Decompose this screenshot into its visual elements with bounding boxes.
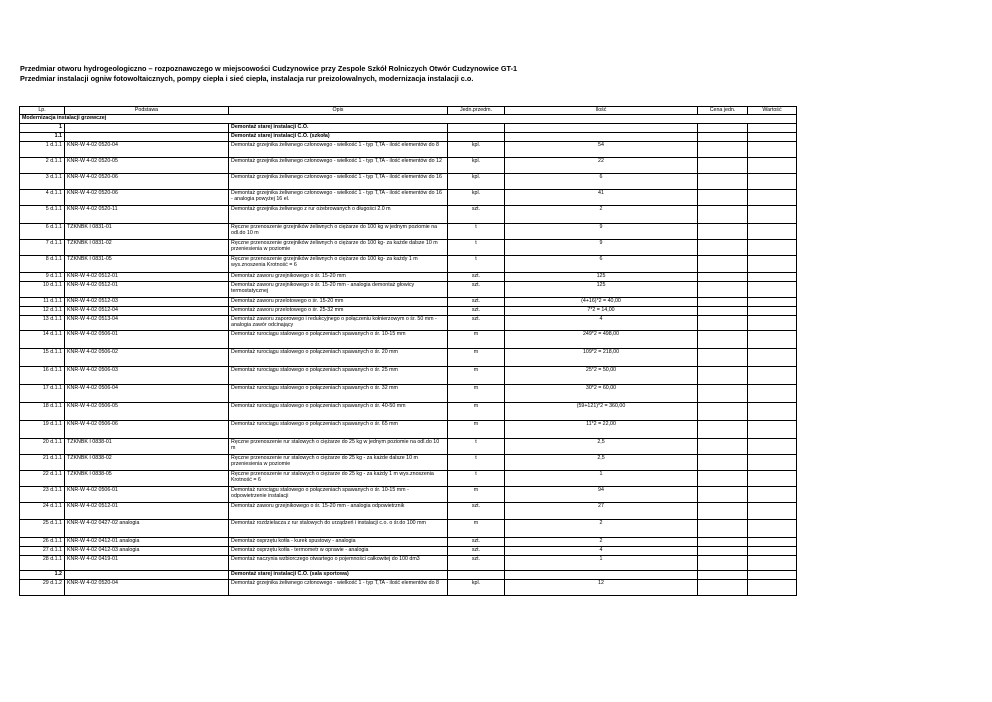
unit-price-cell [698,503,748,520]
table-row [20,307,797,316]
basis-cell: KNR-W 4-02 0512-01 [65,503,229,520]
table-row [20,455,797,471]
row-number-cell: 17 d.1.1 [20,385,65,403]
unit-cell: m [448,367,505,385]
column-header-quantity: Ilość [505,107,698,115]
description-cell: Demontaż rurociągu stalowego o połączeniach spawanych o śr. 40-50 mm [229,403,448,421]
row-number-cell: 24 d.1.1 [20,503,65,520]
row-number-cell: 15 d.1.1 [20,349,65,367]
unit-price-cell [698,174,748,190]
basis-cell: KNR-W 4-02 0520-06 [65,174,229,190]
value-cell [748,190,797,206]
description-cell: Demontaż rurociągu stalowego o połączeniach spawanych o śr. 25 mm [229,367,448,385]
basis-cell: KNR-W 4-02 0512-04 [65,307,229,316]
value-cell [748,307,797,316]
quantity-cell: 2 [505,520,698,538]
basis-cell [65,124,229,133]
unit-price-cell [698,158,748,174]
table-row [20,503,797,520]
description-cell: Ręczne przenoszenie rur stalowych o ciężarze do 25 kg - za każdy 1 m wys.znoszenia Krotność = 6 [229,471,448,487]
unit-cell: szt. [448,273,505,282]
value-cell [748,273,797,282]
quantity-cell [505,124,698,133]
value-cell [748,174,797,190]
description-cell: Demontaż starej instalacji C.O. [229,124,448,133]
quantity-cell [505,571,698,580]
row-number-cell: 16 d.1.1 [20,367,65,385]
column-header-description: Opis [229,107,448,115]
basis-cell: KNR-W 4-02 0513-04 [65,316,229,331]
section-row [20,124,797,133]
basis-cell [65,133,229,142]
row-number-cell: 8 d.1.1 [20,256,65,273]
value-cell [748,421,797,439]
row-number-cell: 1.1 [20,133,65,142]
table-row [20,403,797,421]
unit-price-cell [698,556,748,571]
unit-cell: t [448,471,505,487]
table-row [20,385,797,403]
quantity-cell: (59+121)*2 = 360,00 [505,403,698,421]
value-cell [748,331,797,349]
unit-cell: szt. [448,547,505,556]
row-number-cell: 28 d.1.1 [20,556,65,571]
row-number-cell: 11 d.1.1 [20,298,65,307]
unit-price-cell [698,580,748,596]
value-cell [748,316,797,331]
row-number-cell: 25 d.1.1 [20,520,65,538]
table-row [20,240,797,256]
basis-cell: KNR-W 4-02 0512-01 [65,282,229,298]
description-cell: Demontaż naczynia wzbiorczego otwartego o pojemności całkowitej do 100 dm3 [229,556,448,571]
unit-cell: t [448,224,505,240]
row-number-cell: 10 d.1.1 [20,282,65,298]
row-number-cell: 26 d.1.1 [20,538,65,547]
unit-price-cell [698,190,748,206]
value-cell [748,298,797,307]
basis-cell: TZKNBK I 0838-02 [65,455,229,471]
table-row [20,282,797,298]
unit-cell [448,124,505,133]
quantity-cell: 27 [505,503,698,520]
unit-cell: t [448,455,505,471]
unit-price-cell [698,142,748,158]
unit-cell: t [448,439,505,455]
value-cell [748,124,797,133]
column-header-basis: Podstawa [65,107,229,115]
unit-cell: szt. [448,556,505,571]
unit-cell: szt. [448,503,505,520]
table-row [20,439,797,455]
value-cell [748,349,797,367]
basis-cell: KNR-W 4-02 0520-05 [65,158,229,174]
unit-cell: kpl. [448,142,505,158]
unit-price-cell [698,471,748,487]
description-cell: Ręczne przenoszenie grzejników żeliwnych o ciężarze do 100 kg- za każde dalsze 10 m przeniesienia w poziomie [229,240,448,256]
unit-price-cell [698,439,748,455]
unit-cell: szt. [448,307,505,316]
section-row [20,133,797,142]
description-cell: Demontaż rurociągu stalowego o połączeniach spawanych o śr. 32 mm [229,385,448,403]
description-cell: Demontaż rurociągu stalowego o połączeniach spawanych o śr. 20 mm [229,349,448,367]
description-cell: Demontaż starej instalacji C.O. (szkoła) [229,133,448,142]
table-row [20,538,797,547]
value-cell [748,385,797,403]
description-cell: Demontaż zaworu przelotowego o śr. 25-32 mm [229,307,448,316]
quantity-cell: 11*2 = 22,00 [505,421,698,439]
unit-cell: t [448,240,505,256]
table-row [20,174,797,190]
row-number-cell: 7 d.1.1 [20,240,65,256]
table-row [20,471,797,487]
quantity-cell: 12 [505,580,698,596]
quantity-cell: 6 [505,174,698,190]
value-cell [748,158,797,174]
unit-cell: m [448,385,505,403]
description-cell: Demontaż grzejnika żeliwnego członowego - wielkość 1 - typ T,TA - ilość elementów do 8 [229,142,448,158]
basis-cell: KNR-W 4-02 0520-04 [65,580,229,596]
value-cell [748,403,797,421]
unit-price-cell [698,298,748,307]
quantity-cell: 2 [505,206,698,224]
group-title: Modernizacja instalacji grzewczej [20,115,797,124]
quantity-cell: (4+16)*2 = 40,00 [505,298,698,307]
section-row [20,571,797,580]
quantity-cell: 125 [505,273,698,282]
description-cell: Demontaż zaworu przelotowego o śr. 15-20 mm [229,298,448,307]
row-number-cell: 21 d.1.1 [20,455,65,471]
description-cell: Demontaż osprzętu kotła - termometr w oprawie - analogia [229,547,448,556]
table-row [20,298,797,307]
quantity-cell: 4 [505,316,698,331]
table-row [20,487,797,503]
value-cell [748,580,797,596]
quantity-cell: 249*2 = 498,00 [505,331,698,349]
row-number-cell: 22 d.1.1 [20,471,65,487]
basis-cell: KNR-W 4-02 0512-01 [65,273,229,282]
unit-price-cell [698,331,748,349]
quantity-cell: 125 [505,282,698,298]
value-cell [748,256,797,273]
description-cell: Demontaż grzejnika żeliwnego członowego - wielkość 1 - typ T,TA - ilość elementów do 12 [229,158,448,174]
unit-price-cell [698,403,748,421]
table-row [20,158,797,174]
value-cell [748,142,797,158]
basis-cell: TZKNBK I 0831-01 [65,224,229,240]
description-cell: Ręczne przenoszenie rur stalowych o ciężarze do 25 kg - za każde dalsze 10 m przeniesienia w poziomie [229,455,448,471]
quantity-cell: 7*2 = 14,00 [505,307,698,316]
row-number-cell: 23 d.1.1 [20,487,65,503]
unit-cell: szt. [448,538,505,547]
basis-cell: KNR-W 4-02 0506-04 [65,385,229,403]
unit-cell: m [448,349,505,367]
table-row [20,316,797,331]
description-cell: Demontaż rurociągu stalowego o połączeniach spawanych o śr. 65 mm [229,421,448,439]
unit-cell: m [448,421,505,439]
basis-cell: KNR-W 4-02 0506-01 [65,487,229,503]
description-cell: Demontaż zaworu zaporowego i redukcyjnego o połączeniu kołnierzowym o śr. 50 mm - analogia zawór odcinający [229,316,448,331]
quantity-cell: 2,5 [505,455,698,471]
basis-cell: KNR-W 4-02 0520-04 [65,142,229,158]
row-number-cell: 5 d.1.1 [20,206,65,224]
table-row [20,547,797,556]
table-row [20,349,797,367]
row-number-cell: 1 d.1.1 [20,142,65,158]
unit-price-cell [698,240,748,256]
table-row [20,190,797,206]
column-header-unit-price: Cena jedn. [698,107,748,115]
document-title: Przedmiar otworu hydrogeologiczno – rozpoznawczego w miejscowości Cudzynowice przy Zespole Szkół Rolniczych Otwór Cudzynowice GT-1 [20,64,518,73]
unit-price-cell [698,124,748,133]
unit-cell: m [448,487,505,503]
quantity-cell: 2,5 [505,439,698,455]
basis-cell: KNR-W 4-02 0506-01 [65,331,229,349]
table-row [20,556,797,571]
value-cell [748,133,797,142]
quantity-cell: 1 [505,471,698,487]
quantity-cell: 30*2 = 60,00 [505,385,698,403]
row-number-cell: 14 d.1.1 [20,331,65,349]
row-number-cell: 6 d.1.1 [20,224,65,240]
value-cell [748,282,797,298]
basis-cell [65,571,229,580]
description-cell: Demontaż grzejnika żeliwnego członowego - wielkość 1 - typ T,TA - ilość elementów do 16 [229,174,448,190]
unit-cell [448,133,505,142]
description-cell: Demontaż osprzętu kotła - kurek spustowy - analogia [229,538,448,547]
document-subtitle: Przedmiar instalacji ogniw fotowoltaicznych, pompy ciepła i sieć ciepła, instalacja rur preizolowalnych, modernizacja instalacji c.o. [20,74,474,83]
description-cell: Ręczne przenoszenie grzejników żeliwnych o ciężarze do 100 kg w jednym poziomie na odl.do 10 m [229,224,448,240]
quantity-cell: 4 [505,547,698,556]
description-cell: Demontaż rurociągu stalowego o połączeniach spawanych o śr. 10-15 mm [229,331,448,349]
row-number-cell: 4 d.1.1 [20,190,65,206]
value-cell [748,224,797,240]
table-row [20,142,797,158]
description-cell: Ręczne przenoszenie rur stalowych o ciężarze do 25 kg w jednym poziomie na odl.do 10 m [229,439,448,455]
unit-price-cell [698,547,748,556]
unit-price-cell [698,455,748,471]
value-cell [748,206,797,224]
row-number-cell: 9 d.1.1 [20,273,65,282]
basis-cell: KNR-W 4-02 0520-11 [65,206,229,224]
unit-cell: kpl. [448,190,505,206]
description-cell: Demontaż rozdzielacza z rur stalowych do urządzeń i instalacji c.o. o śr.do 100 mm [229,520,448,538]
value-cell [748,520,797,538]
quantity-cell: 94 [505,487,698,503]
quantity-cell: 41 [505,190,698,206]
row-number-cell: 18 d.1.1 [20,403,65,421]
quantity-cell: 22 [505,158,698,174]
description-cell: Demontaż zaworu grzejnikowego o śr. 15-20 mm [229,273,448,282]
table-row [20,331,797,349]
unit-cell: kpl. [448,174,505,190]
table-row [20,224,797,240]
row-number-cell: 1.2 [20,571,65,580]
unit-cell: kpl. [448,580,505,596]
unit-price-cell [698,133,748,142]
unit-price-cell [698,538,748,547]
value-cell [748,471,797,487]
quantity-cell: 2 [505,538,698,547]
basis-cell: TZKNBK I 0838-05 [65,471,229,487]
unit-price-cell [698,367,748,385]
unit-price-cell [698,282,748,298]
basis-cell: KNR-W 4-02 0419-01 [65,556,229,571]
unit-cell: t [448,256,505,273]
column-header-value: Wartość [748,107,797,115]
table-row [20,367,797,385]
table-row [20,256,797,273]
unit-price-cell [698,571,748,580]
unit-price-cell [698,316,748,331]
basis-cell: KNR-W 4-02 0506-05 [65,403,229,421]
unit-price-cell [698,385,748,403]
value-cell [748,367,797,385]
basis-cell: KNR-W 4-02 0512-03 [65,298,229,307]
description-cell: Demontaż zaworu grzejnikowego o śr. 15-20 mm - analogia odpowietrznik [229,503,448,520]
unit-price-cell [698,487,748,503]
value-cell [748,556,797,571]
row-number-cell: 19 d.1.1 [20,421,65,439]
basis-cell: KNR-W 4-02 0506-03 [65,367,229,385]
quantity-cell: 109*2 = 218,00 [505,349,698,367]
table-header-row [20,107,797,115]
unit-price-cell [698,520,748,538]
unit-price-cell [698,307,748,316]
unit-cell: szt. [448,206,505,224]
basis-cell: KNR-W 4-02 0506-06 [65,421,229,439]
value-cell [748,547,797,556]
table-row [20,520,797,538]
description-cell: Ręczne przenoszenie grzejników żeliwnych o ciężarze do 100 kg- za każdy 1 m wys.znoszenia Krotność = 6 [229,256,448,273]
unit-price-cell [698,421,748,439]
quantity-cell: 9 [505,240,698,256]
quantity-cell [505,133,698,142]
value-cell [748,455,797,471]
unit-price-cell [698,206,748,224]
unit-cell: m [448,403,505,421]
value-cell [748,503,797,520]
unit-cell: m [448,331,505,349]
unit-cell: szt. [448,282,505,298]
basis-cell: KNR-W 4-02 0427-02 analogia [65,520,229,538]
unit-price-cell [698,256,748,273]
description-cell: Demontaż grzejnika żeliwnego członowego - wielkość 1 - typ T,TA - ilość elementów do 8 [229,580,448,596]
row-number-cell: 27 d.1.1 [20,547,65,556]
quantity-cell: 6 [505,256,698,273]
column-header-unit: Jedn.przedm. [448,107,505,115]
basis-cell: TZKNBK I 0831-05 [65,256,229,273]
quantity-cell: 1 [505,556,698,571]
basis-cell: KNR-W 4-02 0412-01 analogia [65,538,229,547]
table-row [20,421,797,439]
row-number-cell: 1 [20,124,65,133]
basis-cell: KNR-W 4-02 0412-03 analogia [65,547,229,556]
group-row [20,115,797,124]
quantity-cell: 25*2 = 50,00 [505,367,698,385]
row-number-cell: 3 d.1.1 [20,174,65,190]
basis-cell: TZKNBK I 0831-02 [65,240,229,256]
row-number-cell: 29 d.1.2 [20,580,65,596]
unit-cell: szt. [448,298,505,307]
description-cell: Demontaż rurociągu stalowego o połączeniach spawanych o śr. 10-15 mm - odpowietrzenie instalacji [229,487,448,503]
row-number-cell: 20 d.1.1 [20,439,65,455]
quantity-cell: 9 [505,224,698,240]
description-cell: Demontaż zaworu grzejnikowego o śr. 15-20 mm - analogia demontaż głowicy termostatycznej [229,282,448,298]
value-cell [748,439,797,455]
description-cell: Demontaż starej instalacji C.O. (sala sportowa) [229,571,448,580]
bill-of-quantities-table [19,106,797,596]
description-cell: Demontaż grzejnika żeliwnego z rur ożebrowanych o długości 2.0 m [229,206,448,224]
description-cell: Demontaż grzejnika żeliwnego członowego - wielkość 1 - typ T,TA - ilość elementów do 16 - analogia powyżej 16 el. [229,190,448,206]
unit-cell [448,571,505,580]
table-row [20,206,797,224]
value-cell [748,538,797,547]
basis-cell: TZKNBK I 0838-01 [65,439,229,455]
unit-cell: m [448,520,505,538]
unit-price-cell [698,273,748,282]
unit-cell: szt. [448,316,505,331]
unit-cell: kpl. [448,158,505,174]
unit-price-cell [698,349,748,367]
table-row [20,580,797,596]
column-header-lp: Lp. [20,107,65,115]
basis-cell: KNR-W 4-02 0506-02 [65,349,229,367]
unit-price-cell [698,224,748,240]
row-number-cell: 12 d.1.1 [20,307,65,316]
row-number-cell: 13 d.1.1 [20,316,65,331]
value-cell [748,240,797,256]
quantity-cell: 54 [505,142,698,158]
value-cell [748,571,797,580]
basis-cell: KNR-W 4-02 0520-06 [65,190,229,206]
table-row [20,273,797,282]
value-cell [748,487,797,503]
row-number-cell: 2 d.1.1 [20,158,65,174]
